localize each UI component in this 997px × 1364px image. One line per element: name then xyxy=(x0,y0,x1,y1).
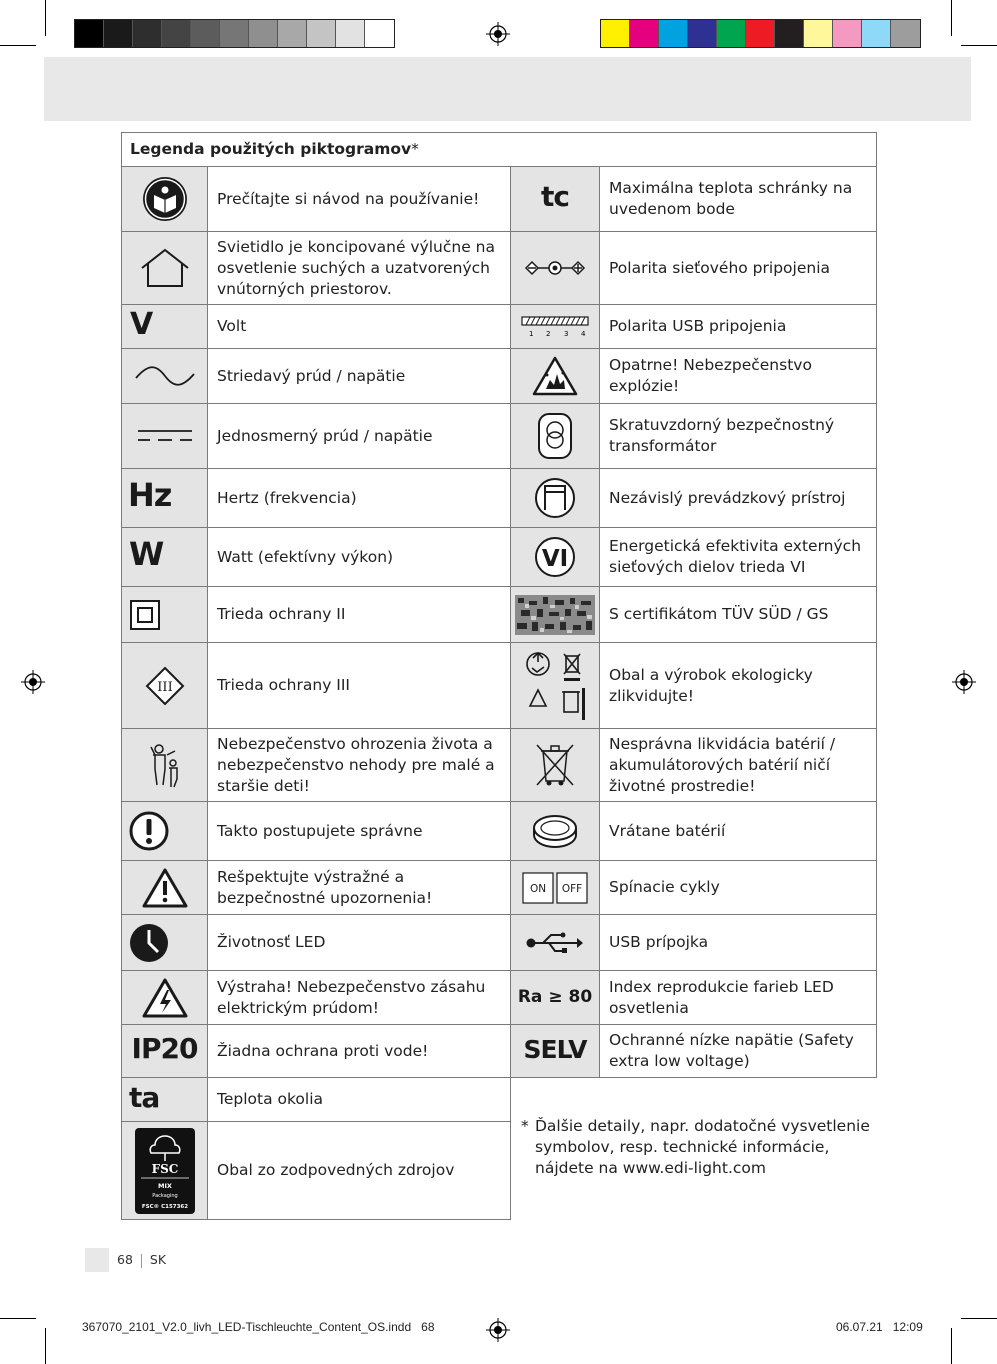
protection-class-3-icon xyxy=(122,643,208,729)
color-swatch xyxy=(601,20,630,47)
ra-symbol: Ra ≥ 80 xyxy=(511,971,600,1025)
crop-mark xyxy=(951,0,952,36)
exclamation-circle-icon xyxy=(122,802,208,861)
grey-color-bar xyxy=(74,19,395,48)
color-swatch xyxy=(891,20,920,47)
legend-text: Prečítajte si návod na používanie! xyxy=(208,167,511,232)
short-circuit-transformer-icon xyxy=(511,404,600,469)
pictogram-legend-table xyxy=(121,132,877,1220)
footnote-cell xyxy=(511,1078,877,1220)
volt-symbol: V xyxy=(122,305,208,349)
battery-cell-icon xyxy=(511,802,600,861)
registration-mark-icon xyxy=(952,670,976,694)
svg-text:Packaging: Packaging xyxy=(151,1192,178,1199)
color-swatch xyxy=(659,20,688,47)
color-swatch xyxy=(775,20,804,47)
explosion-warning-icon xyxy=(511,349,600,404)
color-swatch xyxy=(804,20,833,47)
color-swatch xyxy=(336,20,365,47)
color-swatch xyxy=(630,20,659,47)
legend-text: Trieda ochrany II xyxy=(208,587,511,643)
usb-polarity-icon xyxy=(511,305,600,349)
legend-text: Teplota okolia xyxy=(208,1078,511,1122)
electric-shock-icon xyxy=(122,971,208,1025)
svg-text:FSC® C157362: FSC® C157362 xyxy=(141,1203,188,1210)
svg-text:ON: ON xyxy=(529,882,547,895)
legend-text: Takto postupujete správne xyxy=(208,802,511,861)
svg-text:3: 3 xyxy=(564,329,569,338)
legend-text: Index reprodukcie farieb LED osvetlenia xyxy=(600,971,877,1025)
crossed-bin-icon xyxy=(511,729,600,802)
legend-text: Nesprávna likvidácia batérií / akumulátorových batérií ničí životné prostredie! xyxy=(600,729,877,802)
slug-file: 367070_2101_V2.0_livh_LED-Tischleuchte_Content_OS.indd 68 xyxy=(82,1320,435,1334)
polarity-icon xyxy=(511,232,600,305)
legend-text: Opatrne! Nebezpečenstvo explózie! xyxy=(600,349,877,404)
legend-text: Skratuvzdorný bezpečnostný transformátor xyxy=(600,404,877,469)
svg-text:2: 2 xyxy=(546,329,551,338)
color-swatch xyxy=(104,20,133,47)
legend-text: Vrátane batérií xyxy=(600,802,877,861)
page-footer xyxy=(117,1252,166,1268)
ta-symbol: ta xyxy=(122,1078,208,1122)
legend-text: Obal zo zodpovedných zdrojov xyxy=(208,1122,511,1220)
legend-text: Trieda ochrany III xyxy=(208,643,511,729)
legend-text: Energetická efektivita externých sieťových dielov trieda VI xyxy=(600,528,877,587)
child-danger-icon xyxy=(122,729,208,802)
crop-mark xyxy=(0,1318,36,1319)
color-swatch xyxy=(133,20,162,47)
registration-mark-icon xyxy=(486,1318,510,1342)
legend-text: Maximálna teplota schránky na uvedenom bode xyxy=(600,167,877,232)
efficiency-vi-icon xyxy=(511,528,600,587)
color-swatch xyxy=(249,20,278,47)
legend-text: Rešpektujte výstražné a bezpečnostné upozornenia! xyxy=(208,861,511,915)
slug-date: 06.07.21 12:09 xyxy=(836,1320,923,1334)
header-band xyxy=(44,57,971,121)
svg-text:VI: VI xyxy=(541,546,569,572)
warning-triangle-icon xyxy=(122,861,208,915)
hertz-symbol: Hz xyxy=(122,469,208,528)
legend-text: Jednosmerný prúd / napätie xyxy=(208,404,511,469)
svg-text:4: 4 xyxy=(581,329,586,338)
dc-icon xyxy=(122,404,208,469)
cmyk-color-bar xyxy=(600,19,921,48)
language-code: SK xyxy=(149,1252,167,1267)
color-swatch xyxy=(191,20,220,47)
color-swatch xyxy=(688,20,717,47)
svg-text:FSC: FSC xyxy=(151,1161,178,1176)
color-swatch xyxy=(365,20,394,47)
ac-wave-icon xyxy=(122,349,208,404)
color-swatch xyxy=(220,20,249,47)
color-swatch xyxy=(717,20,746,47)
crop-mark xyxy=(45,1328,46,1364)
color-swatch xyxy=(278,20,307,47)
legend-text: Spínacie cykly xyxy=(600,861,877,915)
on-off-icon xyxy=(511,861,600,915)
crop-mark xyxy=(45,0,46,36)
legend-text: Polarita USB pripojenia xyxy=(600,305,877,349)
tc-symbol: tc xyxy=(511,167,600,232)
page-number-box xyxy=(85,1248,109,1272)
svg-text:III: III xyxy=(156,679,173,695)
crop-mark xyxy=(951,1328,952,1364)
color-swatch xyxy=(75,20,104,47)
legend-text: Svietidlo je koncipované výlučne na osvetlenie suchých a uzatvorených vnútorných priestorov. xyxy=(208,232,511,305)
legend-text: Ochranné nízke napätie (Safety extra low voltage) xyxy=(600,1025,877,1078)
legend-text: USB prípojka xyxy=(600,915,877,971)
crop-mark xyxy=(0,45,36,46)
svg-text:1: 1 xyxy=(529,329,534,338)
legend-text: Životnosť LED xyxy=(208,915,511,971)
footnote: * Ďalšie detaily, napr. dodatočné vysvetlenie symbolov, resp. technické informácie, nájdete na www.edi-light.com xyxy=(521,1117,870,1177)
legend-text: Obal a výrobok ekologicky zlikvidujte! xyxy=(600,643,877,729)
usb-icon xyxy=(511,915,600,971)
recycling-icons xyxy=(511,643,600,729)
legend-text: Nebezpečenstvo ohrozenia života a nebezpečenstvo nehody pre malé a staršie deti! xyxy=(208,729,511,802)
legend-text: Výstraha! Nebezpečenstvo zásahu elektrickým prúdom! xyxy=(208,971,511,1025)
color-swatch xyxy=(746,20,775,47)
svg-text:MIX: MIX xyxy=(157,1181,172,1190)
legend-text: Žiadna ochrana proti vode! xyxy=(208,1025,511,1078)
legend-text: Hertz (frekvencia) xyxy=(208,469,511,528)
watt-symbol: W xyxy=(122,528,208,587)
ip20-symbol: IP20 xyxy=(122,1025,208,1078)
color-swatch xyxy=(162,20,191,47)
legend-text: Watt (efektívny výkon) xyxy=(208,528,511,587)
legend-text: Nezávislý prevádzkový prístroj xyxy=(600,469,877,528)
independent-device-icon xyxy=(511,469,600,528)
read-manual-icon xyxy=(122,167,208,232)
color-swatch xyxy=(307,20,336,47)
svg-text:OFF: OFF xyxy=(561,882,583,895)
clock-icon xyxy=(122,915,208,971)
selv-symbol: SELV xyxy=(511,1025,600,1078)
color-swatch xyxy=(862,20,891,47)
legend-text: Volt xyxy=(208,305,511,349)
page-number: 68 xyxy=(117,1252,133,1267)
registration-mark-icon xyxy=(21,670,45,694)
fsc-logo-icon xyxy=(122,1122,208,1220)
legend-text: Striedavý prúd / napätie xyxy=(208,349,511,404)
tuv-gs-certificate-icon xyxy=(511,587,600,643)
protection-class-2-icon xyxy=(122,587,208,643)
legend-title: Legenda použitých piktogramov* xyxy=(122,133,877,167)
registration-mark-icon xyxy=(486,22,510,46)
crop-mark xyxy=(961,45,997,46)
house-icon xyxy=(122,232,208,305)
color-swatch xyxy=(833,20,862,47)
legend-text: S certifikátom TÜV SÜD / GS xyxy=(600,587,877,643)
legend-text: Polarita sieťového pripojenia xyxy=(600,232,877,305)
crop-mark xyxy=(961,1318,997,1319)
